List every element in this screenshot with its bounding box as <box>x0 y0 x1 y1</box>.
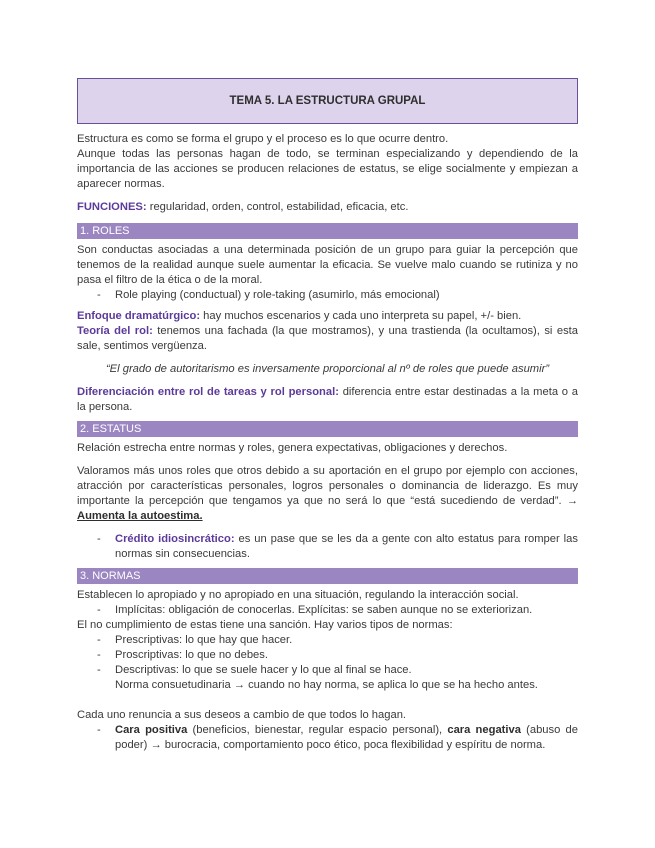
list-item <box>77 723 578 753</box>
cara-negativa-text: (abuso de poder) → burocracia, comportamiento poco ético, poca flexibilidad y espíritu de norma. <box>115 724 578 751</box>
caras-item <box>115 723 578 753</box>
credito-text: es un pase que se les da a gente con alto estatus para romper las normas sin consecuencias. <box>115 533 578 560</box>
normas-paragraph-2: El no cumplimiento de estas tiene una sanción. Hay varios tipos de normas: <box>77 619 453 631</box>
bullet-dash: - <box>97 649 101 661</box>
normas-paragraph-1: Establecen lo apropiado y no apropiado en una situación, regulando la interacción social. <box>77 589 519 601</box>
intro-line-2: Aunque todas las personas hagan de todo, se terminan especializando y dependiendo de la importancia de las acciones se producen relaciones de estatus, se elige socialmente y empiezan a aparecer normas. <box>77 148 578 190</box>
enfoque-paragraph <box>77 309 578 324</box>
roles-paragraph: Son conductas asociadas a una determinada posición de un grupo para guiar la percepción que tenemos de la realidad aunque suele aumentar la eficacia. Se vuelve malo cuando se rutiniza y no pasa el filtro de la ética o de la moral. <box>77 244 578 286</box>
normas-paragraph-3: Cada uno renuncia a sus deseos a cambio de que todos lo hagan. <box>77 709 407 721</box>
estatus-paragraph-2-text: Valoramos más unos roles que otros debido a su aportación en el grupo por ejemplo con acciones, atracción por características personales, logros personales o dominancia de liderazgo. Es muy importante la percepción que tengamos ya que no será lo que “está sucediendo de verdad”. → <box>77 465 578 507</box>
enfoque-label: Enfoque dramatúrgico: <box>77 310 201 322</box>
bullet-dash: - <box>97 664 101 676</box>
intro-line-1: Estructura es como se forma el grupo y el proceso es lo que ocurre dentro. <box>77 133 449 145</box>
bullet-dash: - <box>97 289 101 301</box>
funciones-label: FUNCIONES: <box>77 201 147 213</box>
funciones-text: regularidad, orden, control, estabilidad, eficacia, etc. <box>146 201 409 213</box>
diferenciacion-text: diferencia entre estar destinadas a la meta o a la persona. <box>77 386 579 413</box>
normas-bullet-1: Implícitas: obligación de conocerlas. Explícitas: se saben aunque no se exteriorizan. <box>115 604 533 616</box>
list-item <box>77 288 578 303</box>
bullet-dash: - <box>97 634 101 646</box>
teoria-label: Teoría del rol: <box>77 325 153 337</box>
list-item <box>77 663 578 678</box>
section-heading-normas: 3. NORMAS <box>77 568 578 584</box>
estatus-emphasis: Aumenta la autoestima. <box>77 510 203 522</box>
cara-positiva-text: (beneficios, bienestar, regular espacio personal), <box>187 724 448 736</box>
list-item-continuation <box>77 678 578 693</box>
norma-tipo-2: Proscriptivas: lo que no debes. <box>115 649 268 661</box>
teoria-text: tenemos una fachada (la que mostramos), y una trastienda (la ocultamos), si esta sale, sentimos vergüenza. <box>77 325 578 352</box>
bullet-dash: - <box>97 604 101 616</box>
diferenciacion-paragraph <box>77 385 578 415</box>
norma-tipo-1: Prescriptivas: lo que hay que hacer. <box>115 634 293 646</box>
list-item <box>77 633 578 648</box>
list-item <box>77 532 578 562</box>
quote: “El grado de autoritarismo es inversamente proporcional al nº de roles que puede asumir” <box>105 363 550 375</box>
credito-label: Crédito idiosincrático: <box>115 533 235 545</box>
estatus-paragraph-1: Relación estrecha entre normas y roles, genera expectativas, obligaciones y derechos. <box>77 442 508 454</box>
norma-tipo-3: Descriptivas: lo que se suele hacer y lo que al final se hace. <box>115 664 412 676</box>
cara-positiva-label: Cara positiva <box>115 724 188 736</box>
funciones-paragraph <box>77 200 578 215</box>
norma-consuetudinaria: Norma consuetudinaria → cuando no hay norma, se aplica lo que se ha hecho antes. <box>115 679 538 691</box>
estatus-paragraph-2 <box>77 464 578 524</box>
page-title: TEMA 5. LA ESTRUCTURA GRUPAL <box>77 78 578 124</box>
section-heading-roles: 1. ROLES <box>77 223 578 239</box>
enfoque-text: hay muchos escenarios y cada uno interpreta su papel, +/- bien. <box>200 310 522 322</box>
section-heading-estatus: 2. ESTATUS <box>77 421 578 437</box>
list-item <box>77 603 578 618</box>
credito-item <box>115 532 578 562</box>
cara-negativa-label: cara negativa <box>447 724 521 736</box>
roles-bullet-1: Role playing (conductual) y role-taking (asumirlo, más emocional) <box>115 289 440 301</box>
teoria-paragraph <box>77 324 578 354</box>
diferenciacion-label: Diferenciación entre rol de tareas y rol personal: <box>77 386 339 398</box>
bullet-dash: - <box>97 533 101 545</box>
document-page <box>77 78 578 753</box>
list-item <box>77 648 578 663</box>
bullet-dash: - <box>97 724 101 736</box>
